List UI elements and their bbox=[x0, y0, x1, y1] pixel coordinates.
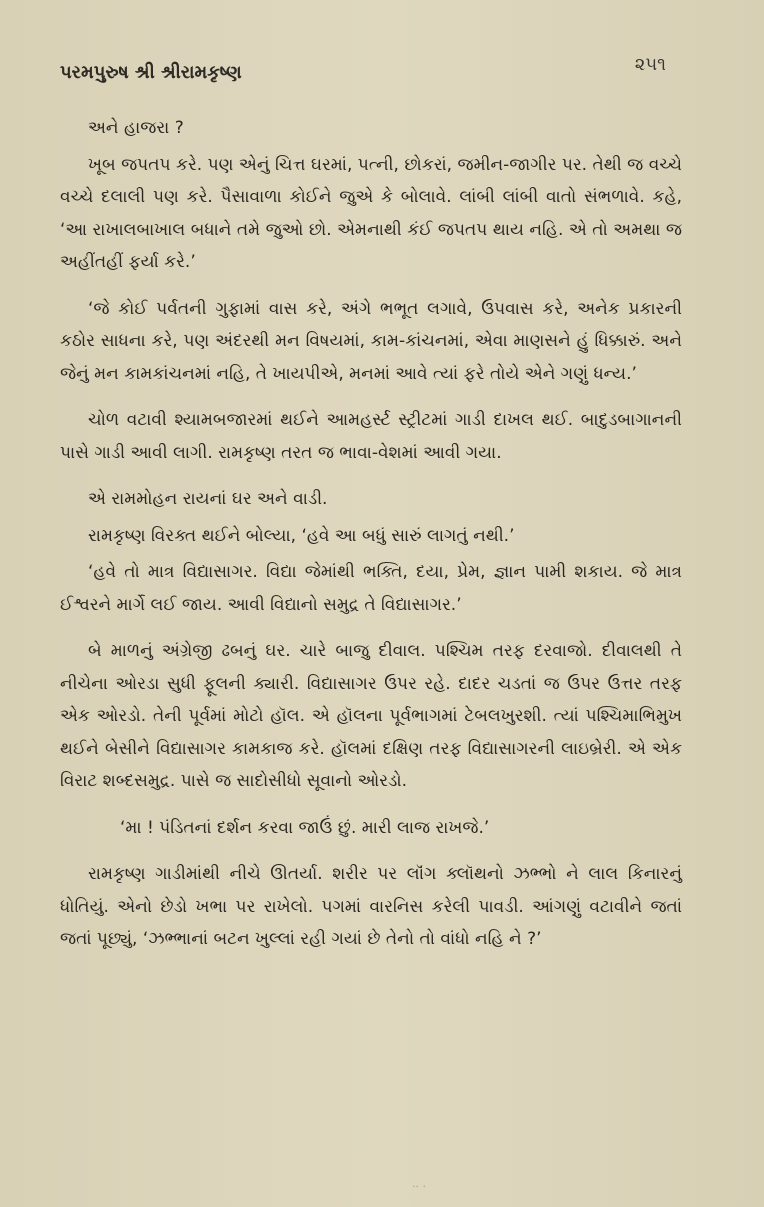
footer-smudge: ·· · bbox=[412, 1180, 426, 1193]
paragraph: બે માળનું અંગ્રેજી ઢબનું ઘર. ચારે બાજુ દીવાલ. પશ્ચિમ તરફ દરવાજો. દીવાલથી તે નીચેના ઓરડા સુધી ફૂલની ક્યારી. વિદ્યાસાગર ઉપર રહે. દાદર ચડતાં જ ઉપર ઉત્તર તરફ એક ઓરડો. તેની પૂર્વમાં મોટો હૉલ. એ હૉલના પૂર્વભાગમાં ટેબલખુરશી. ત્યાં પશ્ચિમાભિમુખ થઈને બેસીને વિદ્યાસાગર કામકાજ કરે. હૉલમાં દક્ષિણ તરફ વિદ્યાસાગરની લાઇબ્રેરી. એ એક વિરાટ શબ્દસમુદ્ર. પાસે જ સાદોસીધો સૂવાનો ઓરડો. bbox=[60, 641, 682, 791]
paragraph: અને હાજરા ? bbox=[88, 118, 184, 138]
page-body bbox=[60, 112, 682, 970]
paragraph: રામકૃષ્ણ વિરક્ત થઈને બોલ્યા, ‘હવે આ બધું સારું લાગતું નથી.’ bbox=[88, 525, 515, 546]
paragraph: રામકૃષ્ણ ગાડીમાંથી નીચે ઊતર્યા. શરીર પર લૉંગ ક્લૉથનો ઝભ્ભો ને લાલ કિનારનું ધોતિયું. એનો છેડો ખભા પર રાખેલો. પગમાં વારનિસ કરેલી પાવડી. આંગણું વટાવીને જતાં જતાં પૂછ્યું, ‘ઝભ્ભાનાં બટન ખુલ્લાં રહી ગયાં છે તેનો તો વાંધો નહિ ને ?’ bbox=[60, 864, 682, 949]
paragraph: ‘મા ! પંડિતનાં દર્શન કરવા જાઉં છું. મારી લાજ રાખજે.’ bbox=[120, 817, 490, 838]
paragraph: ખૂબ જપતપ કરે. પણ એનું ચિત્ત ઘરમાં, પત્ની, છોકરાં, જમીન-જાગીર પર. તેથી જ વચ્ચે વચ્ચે દલાલી પણ કરે. પૈસાવાળા કોઈને જુએ કે બોલાવે. લાંબી લાંબી વાતો સંભળાવે. કહે, ‘આ રાખાલબાખાલ બધાને તમે જુઓ છો. એમનાથી કંઈ જપતપ થાય નહિ. એ તો અમથા જ અહીંતહીં ફર્યા કરે.’ bbox=[60, 154, 682, 272]
paragraph: ચોળ વટાવી શ્યામબજારમાં થઈને આમહર્સ્ટ સ્ટ્રીટમાં ગાડી દાખલ થઈ. બાદુડબાગાનની પાસે ગાડી આવી લાગી. રામકૃષ્ણ તરત જ ભાવા-વેશમાં આવી ગયા. bbox=[60, 410, 682, 463]
paragraph: એ રામમોહન રાયનાં ઘર અને વાડી. bbox=[88, 489, 328, 509]
page-number: ૨૫૧ bbox=[634, 54, 666, 75]
paragraph: ‘જે કોઈ પર્વતની ગુફામાં વાસ કરે, અંગે ભભૂત લગાવે, ઉપવાસ કરે, અનેક પ્રકારની કઠોર સાધના કરે, પણ અંદરથી મન વિષયમાં, કામ-કાંચનમાં, એવા માણસને હું ધિક્કારું. અને જેનું મન કામકાંચનમાં નહિ, તે ખાયપીએ, મનમાં આવે ત્યાં ફરે તોયે એને ગણું ધન્ય.’ bbox=[60, 298, 682, 384]
running-title: પરમપુરુષ શ્રી શ્રીરામકૃષ્ણ bbox=[60, 62, 242, 83]
paragraph: ‘હવે તો માત્ર વિદ્યાસાગર. વિદ્યા જેમાંથી ભક્તિ, દયા, પ્રેમ, જ્ઞાન પામી શકાય. જે માત્ર ઈશ્વરને માર્ગે લઈ જાય. આવી વિદ્યાનો સમુદ્ર તે વિદ્યાસાગર.’ bbox=[60, 562, 682, 615]
